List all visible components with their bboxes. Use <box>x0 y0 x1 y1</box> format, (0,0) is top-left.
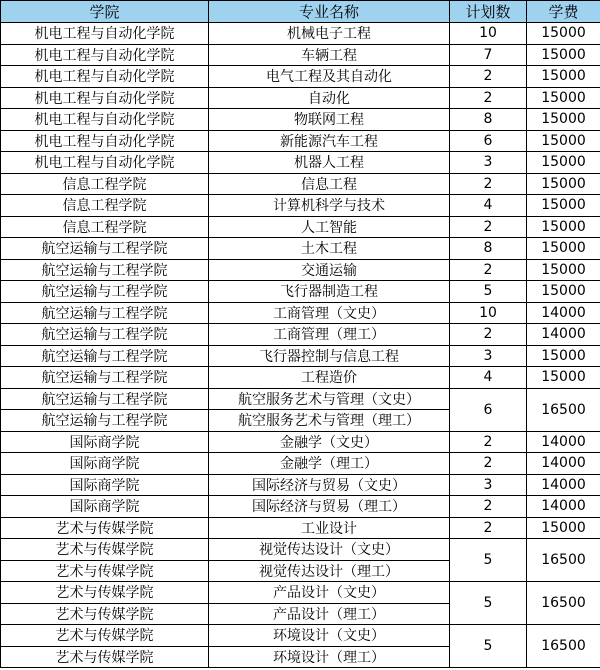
major-cell: 产品设计（理工） <box>209 603 450 625</box>
plan-cell: 7 <box>450 44 527 66</box>
major-cell: 交通运输 <box>209 259 450 281</box>
college-cell: 信息工程学院 <box>1 195 209 217</box>
plan-cell: 2 <box>450 87 527 109</box>
table-row <box>1 23 600 45</box>
fee-cell: 15000 <box>527 281 600 303</box>
fee-cell: 15000 <box>527 44 600 66</box>
college-cell: 航空运输与工程学院 <box>1 259 209 281</box>
table-row <box>1 195 600 217</box>
college-cell: 机电工程与自动化学院 <box>1 44 209 66</box>
major-cell: 国际经济与贸易（理工） <box>209 496 450 518</box>
header-fee: 学费 <box>527 1 600 23</box>
college-cell: 机电工程与自动化学院 <box>1 130 209 152</box>
plan-cell: 6 <box>450 388 527 431</box>
fee-cell: 14000 <box>527 431 600 453</box>
table-row <box>1 259 600 281</box>
college-cell: 航空运输与工程学院 <box>1 238 209 260</box>
plan-cell: 5 <box>450 539 527 582</box>
table-row <box>1 324 600 346</box>
fee-cell: 16500 <box>527 539 600 582</box>
major-cell: 机器人工程 <box>209 152 450 174</box>
table-row <box>1 431 600 453</box>
table-row <box>1 517 600 539</box>
table-row <box>1 388 600 410</box>
table-row <box>1 238 600 260</box>
fee-cell: 14000 <box>527 324 600 346</box>
fee-cell: 15000 <box>527 367 600 389</box>
plan-cell: 2 <box>450 517 527 539</box>
plan-cell: 2 <box>450 259 527 281</box>
college-cell: 国际商学院 <box>1 496 209 518</box>
plan-cell: 6 <box>450 130 527 152</box>
major-cell: 工商管理（理工） <box>209 324 450 346</box>
major-cell: 信息工程 <box>209 173 450 195</box>
plan-cell: 4 <box>450 367 527 389</box>
plan-cell: 2 <box>450 216 527 238</box>
table-row <box>1 496 600 518</box>
table-row <box>1 453 600 475</box>
table-row <box>1 173 600 195</box>
fee-cell: 15000 <box>527 152 600 174</box>
major-cell: 土木工程 <box>209 238 450 260</box>
college-cell: 国际商学院 <box>1 431 209 453</box>
major-cell: 金融学（文史） <box>209 431 450 453</box>
college-cell: 航空运输与工程学院 <box>1 388 209 410</box>
fee-cell: 15000 <box>527 259 600 281</box>
major-cell: 工业设计 <box>209 517 450 539</box>
table-row <box>1 367 600 389</box>
table-row <box>1 66 600 88</box>
major-cell: 新能源汽车工程 <box>209 130 450 152</box>
college-cell: 艺术与传媒学院 <box>1 625 209 647</box>
fee-cell: 15000 <box>527 345 600 367</box>
table-row <box>1 152 600 174</box>
fee-cell: 15000 <box>527 173 600 195</box>
plan-cell: 10 <box>450 302 527 324</box>
college-cell: 艺术与传媒学院 <box>1 517 209 539</box>
major-cell: 金融学（理工） <box>209 453 450 475</box>
plan-cell: 2 <box>450 431 527 453</box>
plan-cell: 3 <box>450 474 527 496</box>
table-row <box>1 582 600 604</box>
major-cell: 视觉传达设计（文史） <box>209 539 450 561</box>
college-cell: 机电工程与自动化学院 <box>1 23 209 45</box>
header-college: 学院 <box>1 1 209 23</box>
major-cell: 车辆工程 <box>209 44 450 66</box>
table-row <box>1 216 600 238</box>
college-cell: 艺术与传媒学院 <box>1 560 209 582</box>
header-row <box>1 1 600 23</box>
college-cell: 国际商学院 <box>1 453 209 475</box>
table-row <box>1 44 600 66</box>
fee-cell: 15000 <box>527 195 600 217</box>
major-cell: 机械电子工程 <box>209 23 450 45</box>
table-row <box>1 281 600 303</box>
college-cell: 航空运输与工程学院 <box>1 324 209 346</box>
major-cell: 计算机科学与技术 <box>209 195 450 217</box>
fee-cell: 15000 <box>527 216 600 238</box>
college-cell: 信息工程学院 <box>1 216 209 238</box>
major-cell: 飞行器制造工程 <box>209 281 450 303</box>
fee-cell: 15000 <box>527 87 600 109</box>
table-row <box>1 474 600 496</box>
college-cell: 机电工程与自动化学院 <box>1 87 209 109</box>
fee-cell: 16500 <box>527 388 600 431</box>
table-row <box>1 87 600 109</box>
table-body <box>1 23 600 668</box>
major-cell: 产品设计（文史） <box>209 582 450 604</box>
plan-cell: 5 <box>450 625 527 668</box>
major-cell: 电气工程及其自动化 <box>209 66 450 88</box>
plan-cell: 8 <box>450 238 527 260</box>
college-cell: 航空运输与工程学院 <box>1 410 209 432</box>
fee-cell: 15000 <box>527 66 600 88</box>
fee-cell: 15000 <box>527 130 600 152</box>
table-row <box>1 345 600 367</box>
fee-cell: 16500 <box>527 582 600 625</box>
fee-cell: 15000 <box>527 109 600 131</box>
major-cell: 人工智能 <box>209 216 450 238</box>
major-cell: 环境设计（理工） <box>209 646 450 668</box>
college-cell: 航空运输与工程学院 <box>1 367 209 389</box>
fee-cell: 16500 <box>527 625 600 668</box>
plan-cell: 3 <box>450 345 527 367</box>
table-row <box>1 539 600 561</box>
plan-cell: 4 <box>450 195 527 217</box>
plan-cell: 2 <box>450 324 527 346</box>
major-cell: 自动化 <box>209 87 450 109</box>
fee-cell: 14000 <box>527 302 600 324</box>
college-cell: 艺术与传媒学院 <box>1 539 209 561</box>
plan-cell: 3 <box>450 152 527 174</box>
college-cell: 艺术与传媒学院 <box>1 582 209 604</box>
major-cell: 工商管理（文史） <box>209 302 450 324</box>
plan-cell: 5 <box>450 582 527 625</box>
major-cell: 工程造价 <box>209 367 450 389</box>
major-cell: 国际经济与贸易（文史） <box>209 474 450 496</box>
college-cell: 航空运输与工程学院 <box>1 302 209 324</box>
plan-cell: 5 <box>450 281 527 303</box>
fee-cell: 14000 <box>527 496 600 518</box>
college-cell: 机电工程与自动化学院 <box>1 109 209 131</box>
college-cell: 艺术与传媒学院 <box>1 646 209 668</box>
college-cell: 国际商学院 <box>1 474 209 496</box>
fee-cell: 14000 <box>527 453 600 475</box>
college-cell: 航空运输与工程学院 <box>1 281 209 303</box>
plan-cell: 2 <box>450 66 527 88</box>
major-cell: 物联网工程 <box>209 109 450 131</box>
major-cell: 环境设计（文史） <box>209 625 450 647</box>
table-row <box>1 625 600 647</box>
college-cell: 信息工程学院 <box>1 173 209 195</box>
table-row <box>1 302 600 324</box>
college-cell: 机电工程与自动化学院 <box>1 66 209 88</box>
table-row <box>1 130 600 152</box>
major-cell: 航空服务艺术与管理（文史） <box>209 388 450 410</box>
plan-cell: 2 <box>450 173 527 195</box>
plan-cell: 8 <box>450 109 527 131</box>
college-cell: 机电工程与自动化学院 <box>1 152 209 174</box>
fee-cell: 15000 <box>527 23 600 45</box>
plan-cell: 10 <box>450 23 527 45</box>
plan-cell: 2 <box>450 453 527 475</box>
header-plan: 计划数 <box>450 1 527 23</box>
college-cell: 航空运输与工程学院 <box>1 345 209 367</box>
plan-cell: 2 <box>450 496 527 518</box>
fee-cell: 14000 <box>527 474 600 496</box>
major-cell: 航空服务艺术与管理（理工） <box>209 410 450 432</box>
college-cell: 艺术与传媒学院 <box>1 603 209 625</box>
fee-cell: 15000 <box>527 517 600 539</box>
major-cell: 视觉传达设计（理工） <box>209 560 450 582</box>
major-cell: 飞行器控制与信息工程 <box>209 345 450 367</box>
table-row <box>1 109 600 131</box>
fee-cell: 15000 <box>527 238 600 260</box>
header-major: 专业名称 <box>209 1 450 23</box>
